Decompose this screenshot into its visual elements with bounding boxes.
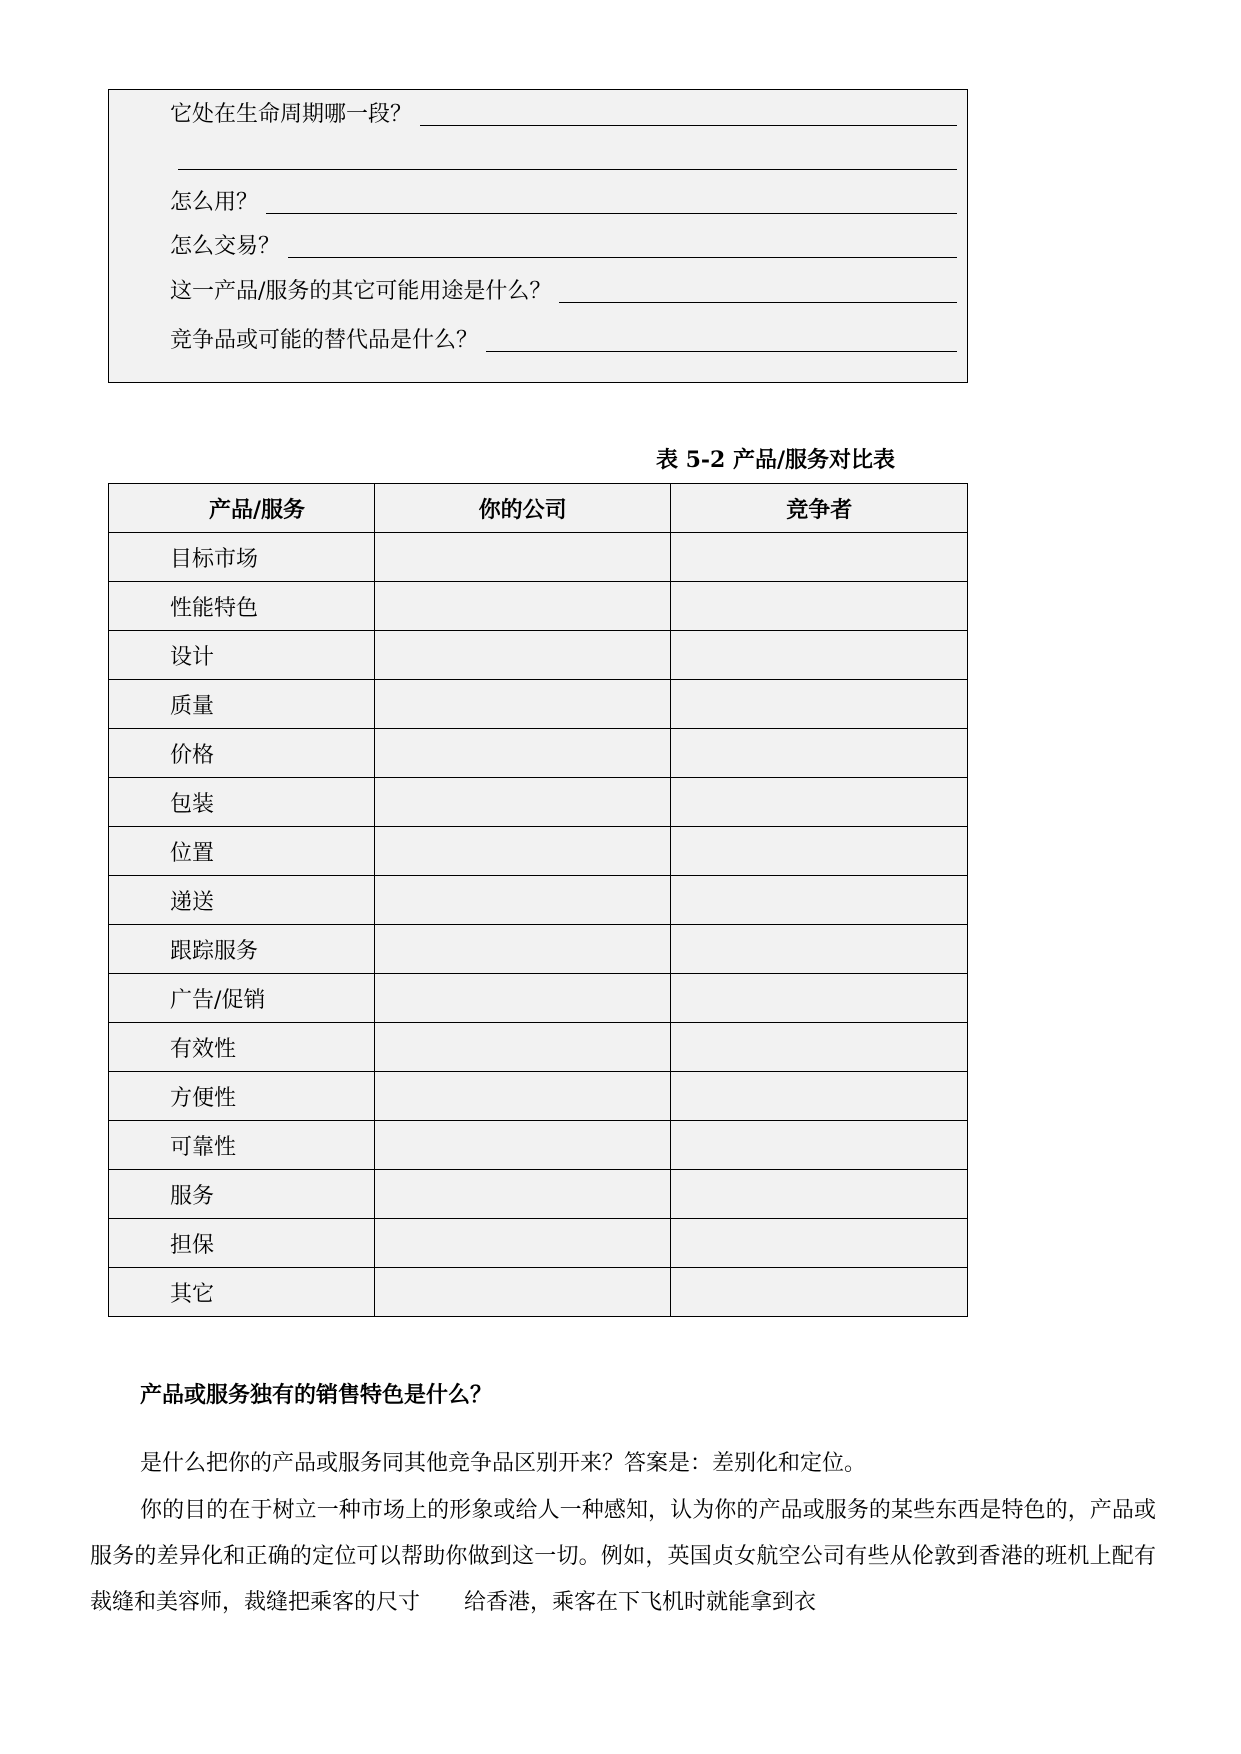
table-caption: 表 5-2 产品/服务对比表 [655,447,896,473]
question-line [170,98,957,128]
competitor-cell[interactable] [671,1072,968,1121]
answer-blank[interactable] [288,257,957,258]
row-label: 可靠性 [109,1121,375,1170]
competitor-cell[interactable] [671,582,968,631]
question-line [170,186,957,216]
competitor-cell[interactable] [671,925,968,974]
question-label: 怎么交易？ [170,234,281,259]
answer-blank[interactable] [559,302,957,303]
competitor-cell[interactable] [671,827,968,876]
table-row [109,827,968,876]
your-company-cell[interactable] [374,680,671,729]
row-label: 有效性 [109,1023,375,1072]
competitor-cell[interactable] [671,1023,968,1072]
table-row [109,1268,968,1317]
table-row [109,974,968,1023]
header-competitor: 竞争者 [671,484,968,533]
your-company-cell[interactable] [374,1219,671,1268]
paragraph: 是什么把你的产品或服务同其他竞争品区别开来？答案是：差别化和定位。 [140,1451,867,1476]
your-company-cell[interactable] [374,631,671,680]
question-label: 这一产品/服务的其它可能用途是什么？ [170,279,552,304]
table-row [109,1121,968,1170]
row-label: 其它 [109,1268,375,1317]
table-row [109,533,968,582]
row-label: 设计 [109,631,375,680]
header-your-company: 你的公司 [374,484,671,533]
your-company-cell[interactable] [374,778,671,827]
competitor-cell[interactable] [671,778,968,827]
row-label: 服务 [109,1170,375,1219]
your-company-cell[interactable] [374,827,671,876]
table-row [109,1219,968,1268]
your-company-cell[interactable] [374,1023,671,1072]
table-row [109,925,968,974]
question-line [170,324,957,354]
answer-blank[interactable] [486,351,957,352]
competitor-cell[interactable] [671,1268,968,1317]
question-line [170,142,957,172]
row-label: 目标市场 [109,533,375,582]
your-company-cell[interactable] [374,974,671,1023]
comparison-table [108,483,968,1317]
row-label: 质量 [109,680,375,729]
competitor-cell[interactable] [671,1121,968,1170]
your-company-cell[interactable] [374,1170,671,1219]
table-row [109,1023,968,1072]
table-row [109,729,968,778]
question-label: 竞争品或可能的替代品是什么？ [170,328,479,353]
table-row [109,631,968,680]
header-product-service: 产品/服务 [109,484,375,533]
answer-blank[interactable] [178,169,957,170]
row-label: 广告/促销 [109,974,375,1023]
answer-blank[interactable] [266,213,957,214]
paragraph: 你的目的在于树立一种市场上的形象或给人一种感知，认为你的产品或服务的某些东西是特色的，产品或服务的差异化和正确的定位可以帮助你做到这一切。例如，英国贞女航空公司有些从伦敦到香港的班机上配有裁缝和美容师，裁缝把乘客的尺寸 给香港，乘客在下飞机时就能拿到衣 [90,1498,1156,1615]
your-company-cell[interactable] [374,1268,671,1317]
your-company-cell[interactable] [374,925,671,974]
your-company-cell[interactable] [374,876,671,925]
competitor-cell[interactable] [671,533,968,582]
row-label: 方便性 [109,1072,375,1121]
competitor-cell[interactable] [671,1219,968,1268]
row-label: 跟踪服务 [109,925,375,974]
question-line [170,275,957,305]
question-label: 怎么用？ [170,190,259,215]
answer-blank[interactable] [420,125,957,126]
question-label: 它处在生命周期哪一段？ [170,102,413,127]
row-label: 性能特色 [109,582,375,631]
question-line [170,230,957,260]
table-row [109,582,968,631]
table-row [109,1170,968,1219]
competitor-cell[interactable] [671,631,968,680]
row-label: 递送 [109,876,375,925]
section-heading: 产品或服务独有的销售特色是什么？ [140,1382,493,1408]
competitor-cell[interactable] [671,680,968,729]
row-label: 包装 [109,778,375,827]
your-company-cell[interactable] [374,582,671,631]
competitor-cell[interactable] [671,974,968,1023]
table-row [109,680,968,729]
your-company-cell[interactable] [374,729,671,778]
row-label: 担保 [109,1219,375,1268]
table-row [109,876,968,925]
row-label: 位置 [109,827,375,876]
your-company-cell[interactable] [374,1121,671,1170]
competitor-cell[interactable] [671,729,968,778]
row-label: 价格 [109,729,375,778]
question-box [108,89,968,383]
table-header-row [109,484,968,533]
competitor-cell[interactable] [671,1170,968,1219]
competitor-cell[interactable] [671,876,968,925]
table-row [109,1072,968,1121]
your-company-cell[interactable] [374,1072,671,1121]
your-company-cell[interactable] [374,533,671,582]
table-row [109,778,968,827]
